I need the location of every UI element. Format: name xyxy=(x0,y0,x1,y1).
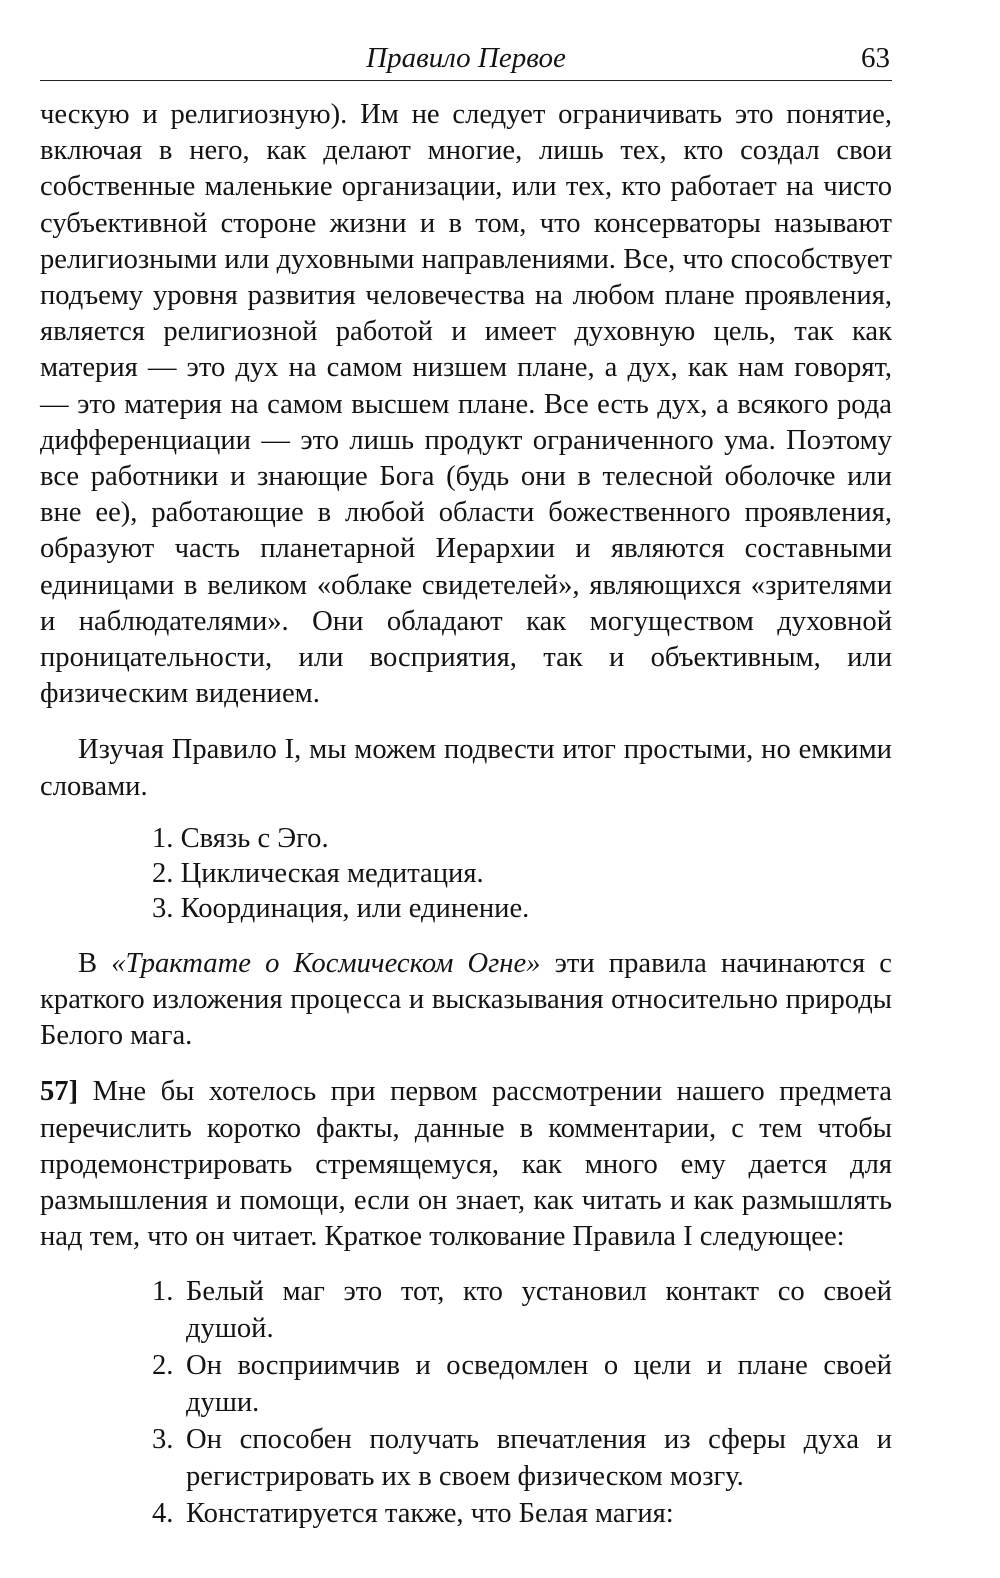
paragraph-treatise xyxy=(40,946,892,1055)
list-item xyxy=(152,1347,892,1421)
list-item xyxy=(152,856,892,891)
list-number: 2. xyxy=(152,1350,174,1382)
list-item xyxy=(152,1495,892,1532)
paragraph-summary-intro: Изучая Правило I, мы можем подвести итог простыми, но емкими словами. xyxy=(40,734,892,802)
list-text: Констатируется также, что Белая магия: xyxy=(186,1498,674,1530)
list-number: 3. xyxy=(152,1424,174,1456)
paragraph-commentary xyxy=(40,1074,892,1255)
list-item xyxy=(152,821,892,856)
original-page-marker: 57] xyxy=(40,1076,79,1108)
list-text: Связь с Эго. xyxy=(180,822,329,854)
summary-list xyxy=(152,821,892,926)
rule-interpretation-list xyxy=(152,1273,892,1532)
list-number: 1. xyxy=(152,1276,174,1308)
running-header xyxy=(40,36,892,81)
paragraph-text: Мне бы хотелось при первом рассмотрении нашего предмета перечислить коротко факты, данные в комментарии, с тем чтобы продемонстрировать стремящемуся, как много ему дается для размышления и помощи, если он знает, как читать и как размышлять над тем, что он читает. Краткое толкование Правила I следующее: xyxy=(40,1076,892,1253)
list-text: Он способен получать впечатления из сферы духа и регистрировать их в своем физическом мозгу. xyxy=(186,1424,892,1493)
list-text: Циклическая медитация. xyxy=(180,857,484,889)
book-page xyxy=(40,36,892,1532)
list-text: Белый маг это тот, кто установил контакт со своей душой. xyxy=(186,1276,892,1345)
paragraph-continuation: ческую и религиозную). Им не следует ограничивать это понятие, включая в него, как делают многие, лишь тех, кто создал свои собственные маленькие организации, или тех, кто работает на чисто субъективной стороне жизни и в том, что консерваторы называют религиозными или духовными направлениями. Все, что способствует подъему уровня развития человечества на любом плане проявления, является религиозной работой и имеет духовную цель, так как материя — это дух на самом низшем плане, а дух, как нам говорят, — это материя на самом высшем плане. Все есть дух, а всякого рода дифференциации — это лишь продукт ограниченного ума. Поэтому все работники и знающие Бога (будь они в телесной оболочке или вне ее), работающие в любой области божественного проявления, образуют часть планетарной Иерархии и являются составными единицами в великом «облаке свидетелей», являющихся «зрителями и наблюдателями». Они обладают как могуществом духовной проницательности, или восприятия, так и объективным, или физическим видением. xyxy=(40,99,892,710)
list-number: 3. xyxy=(152,892,174,924)
list-text: Он восприимчив и осведомлен о цели и плане своей души. xyxy=(186,1350,892,1419)
page-number: 63 xyxy=(861,42,890,74)
list-number: 1. xyxy=(152,822,174,854)
page-body xyxy=(40,97,892,1532)
list-item xyxy=(152,1273,892,1347)
book-title: «Трактате о Космическом Огне» xyxy=(111,947,541,979)
list-number: 4. xyxy=(152,1498,174,1530)
chapter-title: Правило Первое xyxy=(366,42,566,74)
list-item xyxy=(152,1421,892,1495)
list-item xyxy=(152,891,892,926)
list-number: 2. xyxy=(152,857,174,889)
list-text: Координация, или единение. xyxy=(180,892,530,924)
paragraph-rest: эти правила начинаются с краткого изложения процесса и высказывания относительно природы Белого мага. xyxy=(40,947,892,1052)
paragraph-lead: В xyxy=(78,947,112,979)
